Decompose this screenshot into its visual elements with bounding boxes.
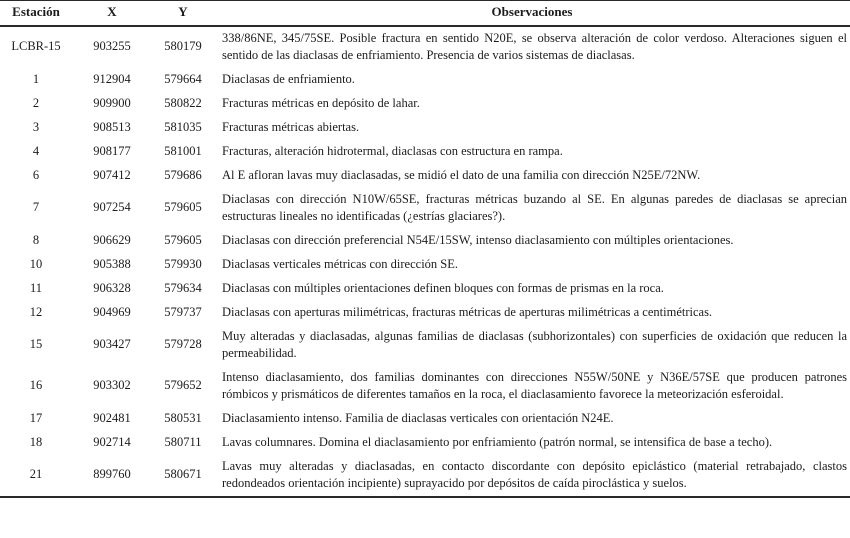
station-cell: 3 bbox=[32, 119, 40, 134]
station-cell: LCBR-15 bbox=[11, 39, 61, 54]
y-cell: 579664 bbox=[164, 71, 202, 86]
x-cell: 903255 bbox=[93, 39, 131, 54]
table-header bbox=[0, 1, 850, 26]
x-cell: 899760 bbox=[93, 467, 131, 482]
station-cell: 15 bbox=[29, 337, 43, 352]
observations-cell: Muy alteradas y diaclasadas, algunas familias de diaclasas (subhorizontales) con superficies de oxidación que reducen la permeabilidad. bbox=[222, 328, 847, 360]
x-cell: 908177 bbox=[93, 143, 131, 158]
x-cell: 902714 bbox=[93, 434, 131, 449]
y-cell: 579728 bbox=[164, 337, 202, 352]
x-cell: 906629 bbox=[93, 232, 131, 247]
x-cell: 904969 bbox=[93, 304, 131, 319]
table-row bbox=[0, 140, 850, 164]
x-cell: 908513 bbox=[93, 119, 131, 134]
y-cell: 579737 bbox=[164, 304, 202, 319]
station-cell: 17 bbox=[29, 410, 43, 425]
table-row bbox=[0, 301, 850, 325]
table-row bbox=[0, 407, 850, 431]
station-cell: 12 bbox=[29, 304, 43, 319]
table-row bbox=[0, 325, 850, 366]
station-cell: 8 bbox=[32, 232, 40, 247]
y-cell: 579605 bbox=[164, 200, 202, 215]
x-cell: 909900 bbox=[93, 95, 131, 110]
station-cell: 16 bbox=[29, 378, 43, 393]
observations-cell: Diaclasas con aperturas milimétricas, fracturas métricas de aperturas milimétricas a centimétricas. bbox=[222, 304, 713, 319]
y-cell: 581001 bbox=[164, 143, 202, 158]
station-cell: 1 bbox=[32, 71, 40, 86]
observations-cell: 338/86NE, 345/75SE. Posible fractura en sentido N20E, se observa alteración de color verdoso. Alteraciones siguen el sentido de las diaclasas de enfriamiento. Presencia de varios sistemas de diaclasas. bbox=[222, 30, 847, 62]
column-header-estacion: Estación bbox=[0, 1, 72, 26]
table-row bbox=[0, 92, 850, 116]
station-cell: 10 bbox=[29, 256, 43, 271]
y-cell: 580531 bbox=[164, 410, 202, 425]
observations-cell: Lavas muy alteradas y diaclasadas, en contacto discordante con depósito epiclástico (material retrabajado, clastos redondeados orientación incipiente) suprayacido por depósitos de caída piroclástica y suelos. bbox=[222, 458, 847, 490]
x-cell: 902481 bbox=[93, 410, 131, 425]
observations-cell: Diaclasas con dirección preferencial N54E/15SW, intenso diaclasamiento con múltiples orientaciones. bbox=[222, 232, 734, 247]
station-cell: 18 bbox=[29, 434, 43, 449]
y-cell: 579930 bbox=[164, 256, 202, 271]
observations-cell: Lavas columnares. Domina el diaclasamiento por enfriamiento (patrón normal, se intensifica de base a techo). bbox=[222, 434, 773, 449]
station-cell: 6 bbox=[32, 167, 40, 182]
table-row bbox=[0, 229, 850, 253]
y-cell: 580179 bbox=[164, 39, 202, 54]
table-row bbox=[0, 188, 850, 229]
station-cell: 2 bbox=[32, 95, 40, 110]
header-row bbox=[0, 1, 850, 26]
column-header-observaciones: Observaciones bbox=[214, 1, 850, 26]
station-cell: 21 bbox=[29, 467, 43, 482]
y-cell: 579634 bbox=[164, 280, 202, 295]
x-cell: 903302 bbox=[93, 378, 131, 393]
table-row bbox=[0, 277, 850, 301]
observations-cell: Intenso diaclasamiento, dos familias dominantes con direcciones N55W/50NE y N36E/57SE que producen patrones rómbicos y prismáticos de diferentes tamaños en la roca, el diaclasamiento favorece la meteorización esferoidal. bbox=[222, 369, 847, 401]
x-cell: 905388 bbox=[93, 256, 131, 271]
observations-cell: Diaclasas con dirección N10W/65SE, fracturas métricas buzando al SE. En algunas paredes de diaclasas se aprecian estructuras lineales no identificadas (¿estrías glaciares?). bbox=[222, 191, 847, 223]
table-body bbox=[0, 26, 850, 497]
table-row bbox=[0, 366, 850, 407]
x-cell: 907254 bbox=[93, 200, 131, 215]
table-row bbox=[0, 253, 850, 277]
x-cell: 912904 bbox=[93, 71, 131, 86]
table-row bbox=[0, 116, 850, 140]
observations-cell: Fracturas métricas en depósito de lahar. bbox=[222, 95, 420, 110]
x-cell: 903427 bbox=[93, 337, 131, 352]
table-row bbox=[0, 455, 850, 497]
y-cell: 580822 bbox=[164, 95, 202, 110]
observations-cell: Al E afloran lavas muy diaclasadas, se midió el dato de una familia con dirección N25E/72NW. bbox=[222, 167, 701, 182]
table-row bbox=[0, 68, 850, 92]
x-cell: 907412 bbox=[93, 167, 131, 182]
column-header-y: Y bbox=[152, 1, 214, 26]
observations-cell: Diaclasas con múltiples orientaciones definen bloques con formas de prismas en la roca. bbox=[222, 280, 664, 295]
station-cell: 4 bbox=[32, 143, 40, 158]
table-row bbox=[0, 431, 850, 455]
observations-cell: Diaclasamiento intenso. Familia de diaclasas verticales con orientación N24E. bbox=[222, 410, 614, 425]
table-row bbox=[0, 26, 850, 68]
station-cell: 11 bbox=[29, 280, 43, 295]
y-cell: 581035 bbox=[164, 119, 202, 134]
x-cell: 906328 bbox=[93, 280, 131, 295]
y-cell: 580671 bbox=[164, 467, 202, 482]
station-cell: 7 bbox=[32, 200, 40, 215]
observations-cell: Fracturas métricas abiertas. bbox=[222, 119, 360, 134]
column-header-x: X bbox=[72, 1, 152, 26]
table-row bbox=[0, 164, 850, 188]
observations-cell: Diaclasas verticales métricas con dirección SE. bbox=[222, 256, 459, 271]
y-cell: 580711 bbox=[164, 434, 202, 449]
y-cell: 579686 bbox=[164, 167, 202, 182]
y-cell: 579605 bbox=[164, 232, 202, 247]
y-cell: 579652 bbox=[164, 378, 202, 393]
observations-cell: Diaclasas de enfriamiento. bbox=[222, 71, 355, 86]
observations-cell: Fracturas, alteración hidrotermal, diaclasas con estructura en rampa. bbox=[222, 143, 563, 158]
